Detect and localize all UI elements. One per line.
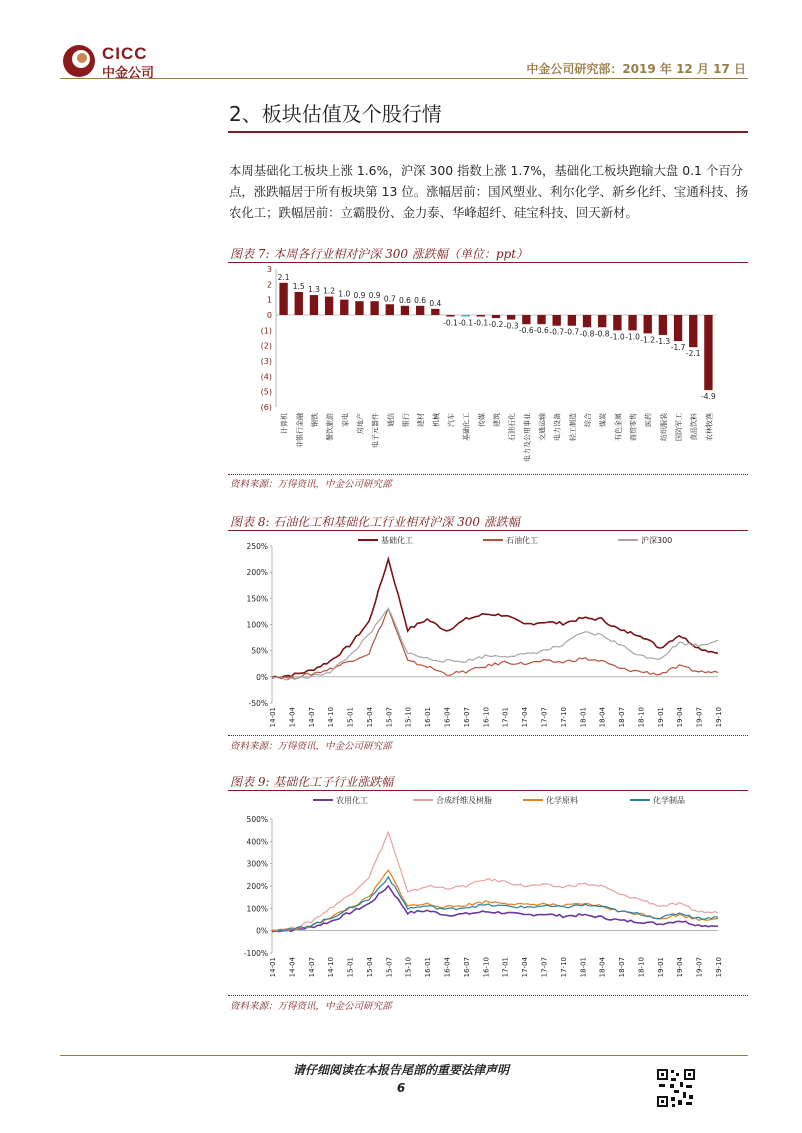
x-tick-label: 交通运输 — [538, 413, 547, 441]
bar — [295, 292, 303, 315]
section-title-rule — [228, 131, 748, 133]
data-label: -4.9 — [701, 392, 716, 402]
x-tick-label: 餐饮旅游 — [326, 413, 335, 441]
x-tick-label: 18-04 — [598, 707, 607, 728]
x-tick-label: 房地产 — [356, 413, 365, 434]
bar — [568, 315, 576, 326]
footer-rule — [60, 1055, 748, 1056]
fig7-source-rule — [228, 474, 748, 475]
fig7-source: 资料来源：万得资讯，中金公司研究部 — [230, 479, 392, 490]
x-tick-label: 16-10 — [482, 707, 491, 728]
x-tick-label: 非银行金融 — [295, 413, 304, 448]
y-tick-label: 3 — [266, 265, 272, 274]
x-tick-label: 综合 — [584, 413, 593, 427]
data-label: -1.0 — [625, 332, 640, 342]
legend-label: 基础化工 — [381, 536, 413, 545]
x-tick-label: 17-07 — [540, 957, 549, 978]
bar — [644, 315, 652, 333]
x-tick-label: 14-07 — [307, 707, 316, 728]
x-tick-label: 16-07 — [462, 707, 471, 728]
data-label: -1.0 — [610, 332, 625, 342]
x-tick-label: 15-10 — [404, 707, 413, 728]
legend-label: 沪深300 — [641, 536, 673, 545]
x-tick-label: 医药 — [644, 413, 653, 427]
y-tick-label: 0% — [256, 926, 268, 936]
y-tick-label: 200% — [246, 568, 268, 578]
y-tick-label: 200% — [246, 882, 268, 891]
x-tick-label: 计算机 — [280, 413, 289, 434]
fig7-title: 图表 7: 本周各行业相对沪深 300 涨跌幅（单位：ppt） — [230, 247, 529, 261]
data-label: -1.7 — [670, 343, 686, 353]
section-title: 2、板块估值及个股行情 — [229, 102, 442, 126]
data-label: 0.6 — [414, 295, 427, 305]
x-tick-label: 16-07 — [462, 957, 471, 978]
y-tick-label: 100% — [246, 904, 268, 914]
x-tick-label: 18-10 — [637, 707, 646, 728]
page-number: 6 — [396, 1081, 406, 1095]
logo — [62, 44, 172, 80]
x-tick-label: 商贸零售 — [629, 413, 638, 441]
bar — [613, 315, 621, 330]
y-tick-label: (6) — [260, 403, 272, 412]
series-line — [272, 609, 718, 679]
data-label: -0.1 — [473, 318, 489, 328]
x-tick-label: 17-04 — [521, 707, 530, 728]
data-label: 1.5 — [292, 282, 305, 291]
body-paragraph: 本周基础化工板块上涨 1.6%，沪深 300 指数上涨 1.7%，基础化工板块跑输大盘 0.1 个百分点，涨跌幅居于所有板块第 13 位。涨幅居前：国风塑业、利尔化学、新乡化纤、宝通科技、扬农化工；跌幅居前：立霸股份、金力泰、华峰超纤、硅宝科技、回天新材。 — [229, 163, 749, 220]
data-label: 1.3 — [307, 285, 320, 295]
x-tick-label: 17-10 — [559, 707, 568, 728]
data-label: -0.1 — [443, 318, 458, 328]
y-tick-label: 50% — [251, 646, 268, 656]
x-tick-label: 基础化工 — [462, 413, 471, 441]
x-tick-label: 19-07 — [695, 707, 704, 728]
x-tick-label: 14-04 — [288, 707, 297, 728]
x-tick-label: 18-01 — [579, 957, 588, 978]
x-tick-label: 15-10 — [404, 957, 413, 978]
x-tick-label: 汽车 — [447, 413, 456, 427]
x-tick-label: 15-01 — [346, 707, 355, 728]
logo-chinese: 中金公司 — [102, 66, 155, 81]
bar — [704, 315, 712, 390]
y-tick-label: 100% — [246, 620, 268, 630]
x-tick-label: 电子元器件 — [371, 413, 380, 448]
bar — [522, 315, 530, 324]
header-rule — [60, 78, 748, 79]
x-tick-label: 18-10 — [637, 957, 646, 978]
bar — [659, 315, 667, 335]
series-line — [272, 559, 718, 678]
header-date: 中金公司研究部：2019 年 12 月 17 日 — [526, 62, 746, 76]
data-label: -0.8 — [594, 329, 610, 339]
x-tick-label: 19-10 — [715, 957, 723, 978]
x-tick-label: 16-10 — [482, 957, 491, 978]
y-tick-label: -50% — [248, 699, 268, 708]
bar — [689, 315, 697, 347]
fig8-source: 资料来源：万得资讯，中金公司研究部 — [230, 741, 392, 752]
y-tick-label: 500% — [246, 815, 268, 824]
y-tick-label: 0% — [256, 672, 268, 682]
y-tick-label: 2 — [266, 280, 272, 290]
x-tick-label: 农林牧渔 — [705, 413, 714, 441]
x-tick-label: 15-07 — [385, 957, 394, 978]
y-tick-label: 150% — [246, 594, 268, 604]
y-tick-label: 400% — [246, 837, 268, 847]
bar — [279, 283, 287, 315]
fig8-source-rule — [228, 735, 748, 736]
x-tick-label: 14-04 — [288, 957, 297, 978]
legal-notice: 请仔细阅读在本报告尾部的重要法律声明 — [292, 1063, 509, 1077]
bar — [325, 297, 333, 315]
legend-label: 石油化工 — [506, 536, 538, 545]
y-tick-label: (1) — [260, 326, 272, 336]
x-tick-label: 17-07 — [540, 707, 549, 728]
x-tick-label: 机械 — [432, 413, 441, 427]
x-tick-label: 14-01 — [269, 957, 277, 978]
data-label: 0.4 — [429, 298, 442, 308]
fig8-title: 图表 8: 石油化工和基础化工行业相对沪深 300 涨跌幅 — [230, 515, 520, 529]
data-label: -1.2 — [640, 335, 656, 345]
bar — [370, 301, 378, 315]
x-tick-label: 19-04 — [676, 957, 685, 978]
bar — [628, 315, 636, 330]
series-line — [272, 886, 718, 932]
y-tick-label: (5) — [260, 387, 272, 397]
x-tick-label: 家电 — [341, 413, 350, 427]
x-tick-label: 食品饮料 — [690, 413, 699, 441]
data-label: 0.9 — [368, 291, 381, 301]
bar — [492, 315, 500, 318]
y-tick-label: (4) — [260, 372, 272, 382]
data-label: 1.2 — [323, 286, 336, 296]
x-tick-label: 建材 — [417, 413, 426, 427]
y-tick-label: (2) — [260, 341, 272, 351]
x-tick-label: 15-04 — [365, 707, 374, 728]
y-tick-label: (3) — [260, 357, 272, 366]
data-label: 1.0 — [338, 289, 351, 299]
legend-label: 农用化工 — [336, 796, 368, 805]
x-tick-label: 16-04 — [443, 957, 452, 978]
bar — [431, 309, 439, 315]
series-line — [272, 609, 718, 680]
x-tick-label: 19-10 — [715, 707, 723, 728]
x-tick-label: 17-01 — [501, 707, 510, 728]
x-tick-label: 18-07 — [618, 707, 627, 728]
line-chart-petro-basic-chem — [228, 531, 748, 734]
fig9-title: 图表 9: 基础化工子行业涨跌幅 — [230, 775, 394, 789]
x-tick-label: 石油石化 — [508, 413, 517, 441]
x-tick-label: 国防军工 — [675, 413, 684, 441]
fig9-source-rule — [228, 995, 748, 996]
x-tick-label: 19-01 — [656, 957, 665, 978]
bar-chart-sector-returns — [228, 263, 748, 473]
y-tick-label: 1 — [266, 295, 272, 305]
x-tick-label: 17-10 — [559, 957, 568, 978]
data-label: -0.6 — [534, 326, 549, 336]
data-label: -0.8 — [579, 329, 595, 339]
legend-label: 合成纤维及树脂 — [436, 796, 492, 805]
x-tick-label: 14-07 — [307, 957, 316, 978]
x-tick-label: 17-04 — [521, 957, 530, 978]
legend-label: 化学原料 — [546, 796, 578, 805]
x-tick-label: 19-07 — [695, 957, 704, 978]
data-label: -0.2 — [488, 320, 504, 330]
bar — [674, 315, 682, 341]
data-label: -1.3 — [655, 336, 671, 346]
x-tick-label: 15-07 — [385, 707, 394, 728]
bar — [401, 306, 409, 315]
y-tick-label: 250% — [246, 542, 268, 551]
bar — [416, 306, 424, 315]
bar — [355, 301, 363, 315]
x-tick-label: 煤炭 — [599, 413, 608, 427]
data-label: 0.9 — [353, 291, 366, 301]
data-label: -0.7 — [549, 327, 565, 337]
x-tick-label: 有色金属 — [614, 413, 623, 441]
data-label: 0.6 — [398, 295, 411, 305]
bar — [461, 315, 469, 317]
x-tick-label: 16-04 — [443, 707, 452, 728]
bar — [340, 300, 348, 315]
qr-code-icon — [656, 1068, 696, 1108]
bar — [446, 315, 454, 317]
x-tick-label: 15-04 — [365, 957, 374, 978]
data-label: -0.1 — [458, 318, 473, 328]
x-tick-label: 16-01 — [424, 957, 433, 978]
bar — [507, 315, 515, 320]
logo-latin: CICC — [102, 44, 148, 63]
data-label: -0.3 — [503, 321, 519, 331]
data-label: -2.1 — [685, 349, 701, 359]
x-tick-label: 15-01 — [346, 957, 355, 978]
data-label: 2.1 — [277, 272, 290, 282]
data-label: 0.7 — [383, 294, 396, 304]
x-tick-label: 轻工制造 — [568, 413, 577, 441]
x-tick-label: 电力设备 — [553, 413, 562, 441]
x-tick-label: 电力及公用事业 — [523, 413, 532, 462]
data-label: -0.7 — [564, 327, 580, 337]
x-tick-label: 18-07 — [618, 957, 627, 978]
x-tick-label: 14-01 — [269, 707, 277, 728]
x-tick-label: 纺织服装 — [659, 413, 668, 441]
data-label: -0.6 — [519, 326, 534, 336]
bar — [537, 315, 545, 324]
x-tick-label: 14-10 — [327, 957, 336, 978]
x-tick-label: 14-10 — [327, 707, 336, 728]
fig9-source: 资料来源：万得资讯，中金公司研究部 — [230, 1001, 392, 1012]
x-tick-label: 传媒 — [477, 413, 486, 427]
bar — [583, 315, 591, 327]
bar — [553, 315, 561, 326]
bar — [477, 315, 485, 317]
x-tick-label: 18-01 — [579, 707, 588, 728]
x-tick-label: 19-04 — [676, 707, 685, 728]
bar — [310, 295, 318, 315]
y-tick-label: 0 — [266, 311, 272, 320]
x-tick-label: 银行 — [401, 413, 410, 427]
y-tick-label: 300% — [246, 859, 268, 869]
x-tick-label: 建筑 — [493, 413, 501, 427]
x-tick-label: 16-01 — [424, 707, 433, 728]
line-chart-sub-industries — [228, 791, 748, 993]
x-tick-label: 17-01 — [501, 957, 510, 978]
bar — [598, 315, 606, 327]
cicc-logo-icon — [62, 44, 96, 78]
x-tick-label: 通信 — [386, 413, 395, 427]
x-tick-label: 19-01 — [656, 707, 665, 728]
y-tick-label: -100% — [243, 949, 268, 958]
x-tick-label: 钢铁 — [310, 413, 319, 427]
legend-label: 化学制品 — [653, 796, 685, 805]
x-tick-label: 18-04 — [598, 957, 607, 978]
bar — [386, 304, 394, 315]
